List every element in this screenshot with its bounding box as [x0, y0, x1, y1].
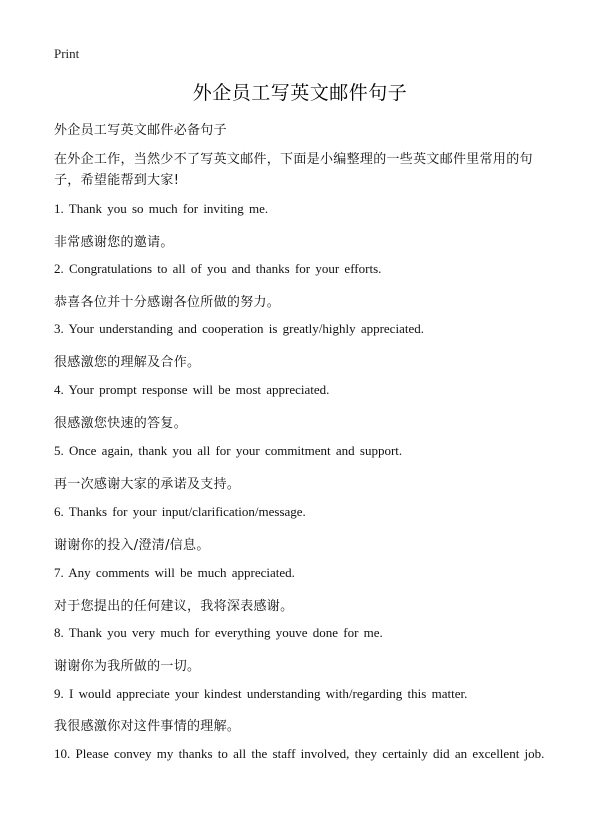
subtitle: 外企员工写英文邮件必备句子 — [54, 123, 227, 138]
sentence-8-chinese: 谢谢你为我所做的一切。 — [54, 659, 201, 674]
sentence-6-chinese: 谢谢你的投入/澄清/信息。 — [54, 538, 210, 553]
sentence-9-chinese: 我很感激你对这件事情的理解。 — [54, 719, 241, 734]
intro-paragraph: 在外企工作，当然少不了写英文邮件，下面是小编整理的一些英文邮件里常用的句子，希望能帮到大家! — [54, 152, 533, 188]
sentence-4-chinese: 很感激您快速的答复。 — [54, 416, 188, 431]
sentence-7-chinese: 对于您提出的任何建议，我将深表感谢。 — [54, 599, 294, 614]
sentence-1-chinese: 非常感谢您的邀请。 — [54, 235, 174, 250]
sentence-4-english: 4. Your prompt response will be most appreciated. — [54, 382, 330, 397]
sentence-3-english: 3. Your understanding and cooperation is greatly/highly appreciated. — [54, 321, 424, 336]
sentence-7-english: 7. Any comments will be much appreciated. — [54, 565, 295, 580]
sentence-2-chinese: 恭喜各位并十分感谢各位所做的努力。 — [54, 295, 281, 310]
sentence-8-english: 8. Thank you very much for everything youve done for me. — [54, 625, 383, 640]
sentence-2-english: 2. Congratulations to all of you and thanks for your efforts. — [54, 261, 382, 276]
sentence-10-english: 10. Please convey my thanks to all the staff involved, they certainly did an excellent job. — [54, 746, 545, 761]
sentence-3-chinese: 很感激您的理解及合作。 — [54, 355, 201, 370]
print-link[interactable]: Print — [54, 46, 80, 61]
sentence-5-english: 5. Once again, thank you all for your commitment and support. — [54, 443, 403, 458]
sentence-6-english: 6. Thanks for your input/clarification/message. — [54, 504, 306, 519]
sentence-5-chinese: 再一次感谢大家的承诺及支持。 — [54, 477, 241, 492]
sentence-9-english: 9. I would appreciate your kindest understanding with/regarding this matter. — [54, 686, 468, 701]
sentence-1-english: 1. Thank you so much for inviting me. — [54, 201, 269, 216]
page-title: 外企员工写英文邮件句子 — [192, 82, 408, 104]
